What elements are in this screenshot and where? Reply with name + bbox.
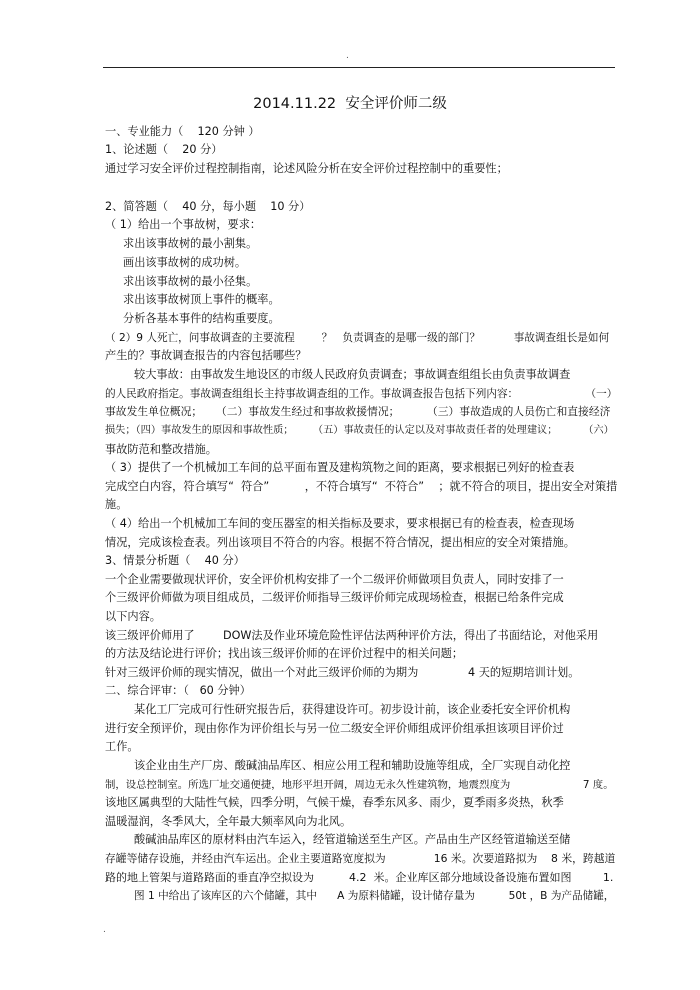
section-heading-professional-ability: 一、专业能力（ 120 分钟 ） bbox=[105, 125, 260, 138]
scenario-paragraph: 针对三级评价师的现实情况，做出一个对此三级评价师的为期为 4 天的短期培训计划。 bbox=[105, 666, 580, 679]
review-paragraph: 图 1 中给出了该库区的六个储罐，其中 A 为原料储罐，设计储存量为 50t ，B 为产品储罐， bbox=[134, 890, 615, 902]
review-paragraph: 进行安全预评价，现由你作为评价组长与另一位二级安全评价师组成评价组承担该项目评价过 bbox=[105, 722, 564, 735]
subquestion-1-item: 分析各基本事件的结构重要度。 bbox=[123, 312, 280, 325]
review-paragraph: 该企业由生产厂房、酸碱油品库区、相应公用工程和辅助设施等组成，全厂实现自动化控 bbox=[134, 759, 571, 772]
answer-paragraph: 损失；（四）事故发生的原因和事故性质； （五）事故责任的认定以及对事故责任者的处理建议； （六） bbox=[105, 425, 614, 436]
review-paragraph: 存罐等储存设施，并经由汽车运出。企业主要道路宽度拟为 16 米。次要道路拟为 8 米，跨越道 bbox=[105, 852, 616, 865]
subquestion-2-text: 产生的？事故调查报告的内容包括哪些？ bbox=[105, 349, 307, 362]
document-title: 2014.11.22 安全评价师二级 bbox=[253, 96, 447, 112]
scenario-paragraph: 一个企业需要做现状评价，安全评价机构安排了一个二级评价师做项目负责人，同时安排了一 bbox=[105, 573, 564, 586]
review-paragraph: 该地区属典型的大陆性气候，四季分明，气候干燥，春季东风多、雨少，夏季雨多炎热，秋季 bbox=[105, 796, 564, 809]
answer-paragraph: 事故发生单位概况； （二）事故发生经过和事故救援情况； （三）事故造成的人员伤亡和直接经济 bbox=[105, 405, 611, 418]
scenario-paragraph: 个三级评价师做为项目组成员，二级评价师指导三级评价师完成现场检查，根据已给条件完成 bbox=[105, 591, 564, 604]
review-paragraph: 温暖湿润，冬季风大，全年最大频率风向为北风。 bbox=[105, 815, 352, 828]
subquestion-1-item: 画出该事故树的成功树。 bbox=[123, 256, 247, 269]
subquestion-3-text: 完成空白内容，符合填写“ 符合” ，不符合填写“ 不符合” ；就不符合的项目，提出安全对策措 bbox=[105, 480, 618, 493]
header-dot: . bbox=[346, 51, 349, 61]
answer-paragraph: 较大事故：由事故发生地设区的市级人民政府负责调查；事故调查组组长由负责事故调查 bbox=[134, 368, 571, 381]
question-heading-scenario: 3、情景分析题（ 40 分） bbox=[105, 554, 245, 567]
essay-prompt: 通过学习安全评价过程控制指南，论述风险分析在安全评价过程控制中的重要性； bbox=[105, 162, 508, 175]
question-heading-essay: 1、论述题（ 20 分） bbox=[105, 143, 223, 156]
review-paragraph: 酸碱油品库区的原材料由汽车运入，经管道输送至生产区。产品由生产区经管道输送至储 bbox=[134, 833, 571, 846]
answer-paragraph: 的人民政府指定。事故调查组组长主持事故调查组的工作。事故调查报告包括下列内容： （一） bbox=[105, 388, 618, 400]
header-rule bbox=[103, 67, 615, 68]
scenario-paragraph: 的方法及结论进行评价；找出该三级评价师的在评价过程中的相关问题； bbox=[105, 647, 464, 660]
subquestion-1-intro: （ 1）给出一个事故树，要求： bbox=[105, 218, 262, 231]
question-heading-short-answer: 2、简答题（ 40 分，每小题 10 分） bbox=[105, 200, 311, 213]
subquestion-1-item: 求出该事故树的最小割集。 bbox=[123, 237, 258, 250]
subquestion-1-item: 求出该事故树顶上事件的概率。 bbox=[123, 293, 280, 306]
review-paragraph: 路的地上管架与道路路面的垂直净空拟设为 4.2 米。企业库区部分地域设备设施布置如图 1. bbox=[105, 871, 614, 884]
subquestion-3-text: （ 3）提供了一个机械加工车间的总平面布置及建构筑物之间的距离，要求根据已列好的检查表 bbox=[105, 461, 575, 474]
subquestion-3-text: 施。 bbox=[105, 498, 128, 511]
subquestion-4-text: （ 4）给出一个机械加工车间的变压器室的相关指标及要求，要求根据已有的检查表，检查现场 bbox=[105, 517, 575, 530]
review-paragraph: 工作。 bbox=[105, 740, 139, 753]
subquestion-1-item: 求出该事故树的最小径集。 bbox=[123, 275, 258, 288]
footer-dot: . bbox=[103, 925, 106, 935]
subquestion-2-text: （ 2）9 人死亡，问事故调查的主要流程 ？ 负责调查的是哪一级的部门？ 事故调查组长是如何 bbox=[105, 332, 610, 344]
scenario-paragraph: 以下内容。 bbox=[105, 610, 161, 623]
subquestion-4-text: 情况，完成该检查表。列出该项目不符合的内容。根据不符合情况，提出相应的安全对策措施。 bbox=[105, 536, 575, 549]
scenario-paragraph: 该三级评价师用了 DOW法及作业环境危险性评估法两种评价方法，得出了书面结论，对他采用 bbox=[105, 629, 599, 642]
review-paragraph: 制，设总控制室。所选厂址交通便捷，地形平坦开阔，周边无永久性建筑物，地震烈度为 7 度。 bbox=[105, 779, 614, 791]
section-heading-comprehensive-review: 二、综合评审：（ 60 分钟） bbox=[105, 684, 251, 697]
answer-paragraph: 事故防范和整改措施。 bbox=[105, 443, 217, 456]
review-paragraph: 某化工厂完成可行性研究报告后，获得建设许可。初步设计前，该企业委托安全评价机构 bbox=[134, 703, 571, 716]
